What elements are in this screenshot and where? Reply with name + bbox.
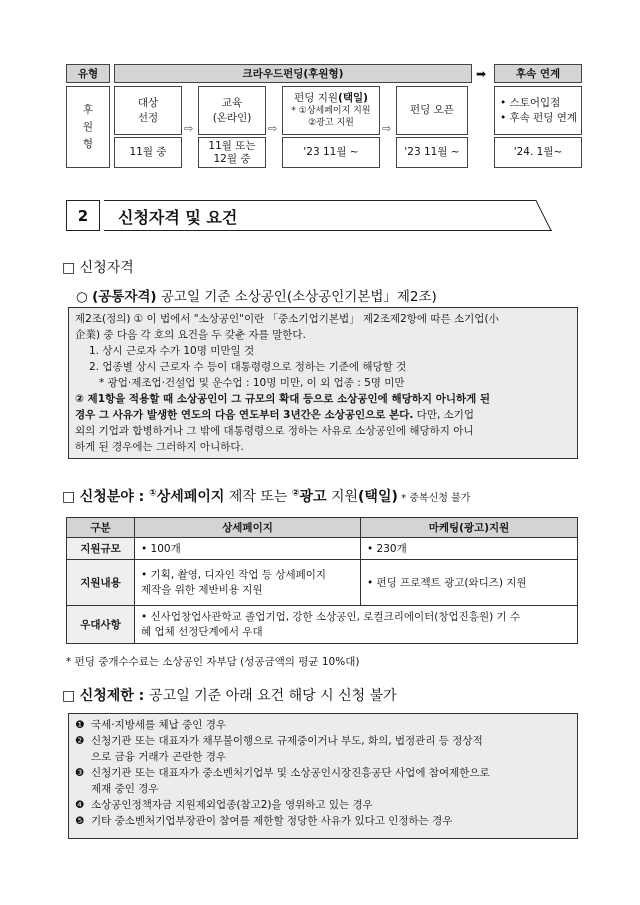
row-label: 지원내용 (67, 560, 135, 606)
arrow-right-icon: ⇨ (382, 122, 392, 135)
field-heading-bold: 광고 (299, 489, 327, 505)
section-number: 2 (66, 200, 100, 231)
field-heading-text: 제작 또는 (224, 489, 292, 505)
flow-crowdfunding-header: 크라우드펀딩(후원형) (114, 64, 472, 83)
field-heading-note: * 중복신청 불가 (397, 493, 471, 504)
field-heading-bold: 상세페이지 (156, 489, 225, 505)
law-line-mixed (75, 407, 571, 423)
eligibility-subheading (76, 285, 437, 305)
law-line-bold: ② 제1항을 적용할 때 소상공인이 그 규모의 확대 등으로 소상공인에 해당하지 아니하게 된 (75, 393, 491, 405)
flow-type-header: 유형 (66, 64, 110, 83)
flow-step-title-bold: (택일) (338, 92, 368, 104)
flow-step-date: 11월 중 (114, 137, 182, 168)
table-cell: • 기획, 촬영, 디자인 작업 등 상세페이지 제작을 위한 제반비용 지원 (135, 560, 361, 606)
law-line: 企業) 중 다음 각 호의 요건을 두 갖춘 자를 말한다. (75, 329, 306, 341)
restriction-item (75, 733, 571, 765)
restriction-text: 제재 중인 경우 (91, 783, 159, 795)
flow-type-value: 후 원 형 (66, 86, 110, 168)
restriction-number: ❸ (75, 767, 85, 779)
restriction-number: ❶ (75, 719, 85, 731)
subheading-bold: (공통자격) (92, 289, 157, 305)
restriction-text: 신청기관 또는 대표자가 중소벤처기업부 및 소상공인시장진흥공단 사업에 참여제한으로 (91, 767, 490, 779)
flow-step-sub: ②광고 지원 (308, 118, 354, 128)
flow-step-date: '23 11월 ~ (396, 137, 468, 168)
restriction-heading-bold: 신청제한 : (79, 688, 150, 704)
field-heading-sup: ② (291, 488, 300, 499)
field-heading-sup: ① (149, 488, 157, 499)
restriction-heading (62, 685, 397, 705)
law-text: 다만, 소기업 (413, 409, 475, 421)
law-definition-box (68, 307, 578, 459)
law-bold-text: 경우 그 사유가 발생한 연도의 다음 연도부터 3년간은 소상공인으로 본다. (75, 409, 414, 421)
restriction-item (75, 765, 571, 797)
table-row (67, 538, 578, 560)
flow-step-date: '23 11월 ~ (282, 137, 380, 168)
table-header-row (67, 518, 578, 538)
flow-step-date: 11월 또는 12월 중 (198, 137, 266, 168)
restriction-item (75, 813, 571, 829)
arrow-right-icon: ➡ (476, 67, 487, 81)
table-row (67, 560, 578, 606)
law-line: 하게 된 경우에는 그러하지 아니하다. (75, 441, 244, 453)
flow-followup-item: • 스토어입점 (500, 96, 561, 109)
flow-step-title: 교육 (온라인) (198, 86, 266, 135)
restriction-number: ❺ (75, 815, 85, 827)
program-flow-table (66, 64, 582, 168)
flow-step-title: 펀딩 오픈 (396, 86, 468, 135)
support-table (66, 517, 578, 644)
table-header: 구분 (67, 518, 135, 538)
table-cell: • 230개 (361, 538, 578, 560)
subheading-bullet: ○ (76, 289, 93, 305)
field-footnote: * 펀딩 중개수수료는 소상공인 자부담 (성공금액의 평균 10%대) (66, 656, 360, 668)
flow-followup-date: '24. 1월~ (494, 137, 582, 168)
table-header: 상세페이지 (135, 518, 361, 538)
restriction-text: 기타 중소벤처기업부장관이 참여를 제한할 정당한 사유가 있다고 인정하는 경우 (91, 815, 453, 827)
restriction-heading-box: □ (62, 688, 80, 704)
law-line: * 광업·제조업·건설업 및 운수업 : 10명 미만, 이 외 업종 : 5명 미만 (99, 377, 405, 389)
flow-followup-item: • 후속 펀딩 연계 (500, 111, 578, 124)
restriction-text: 국세·지방세를 체납 중인 경우 (91, 719, 227, 731)
table-cell: • 신사업창업사관학교 졸업기업, 강한 소상공인, 로컬크리에이터(창업진흥원) 기 수 혜 업체 선정단계에서 우대 (135, 606, 578, 644)
restriction-number: ❷ (75, 735, 85, 747)
row-label: 우대사항 (67, 606, 135, 644)
flow-step-title: 대상 선정 (114, 86, 182, 135)
law-line: 외의 기업과 합병하거나 그 밖에 대통령령으로 정하는 사유로 소상공인에 해당하지 아니 (75, 425, 474, 437)
restriction-item (75, 797, 571, 813)
law-line: 1. 상시 근로자 수가 10명 미만일 것 (89, 345, 255, 357)
field-heading-box: □ (62, 489, 80, 505)
field-heading-bold: 신청분야 : (79, 489, 150, 505)
restriction-number: ❹ (75, 799, 85, 811)
field-heading-text: 지원 (326, 489, 359, 505)
restriction-text: 소상공인정책자금 지원제외업종(참고2)을 영위하고 있는 경우 (91, 799, 373, 811)
law-line: 제2조(정의) ① 이 법에서 "소상공인"이란 「중소기업기본법」 제2조제2항에 따른 소기업(小 (75, 313, 500, 325)
table-header: 마케팅(광고)지원 (361, 518, 578, 538)
arrow-right-icon: ⇨ (268, 122, 278, 135)
table-cell: • 100개 (135, 538, 361, 560)
subheading-text: 공고일 기준 소상공인(소상공인기본법」제2조) (156, 289, 437, 305)
row-label: 지원규모 (67, 538, 135, 560)
field-heading (62, 486, 470, 506)
flow-step-funding-support (282, 86, 380, 135)
flow-step-title: 펀딩 지원 (294, 92, 339, 104)
eligibility-heading: □ 신청자격 (62, 260, 134, 276)
law-line: 2. 업종별 상시 근로자 수 등이 대통령령으로 정하는 기준에 해당할 것 (89, 361, 407, 373)
restriction-text: 신청기관 또는 대표자가 채무불이행으로 규제중이거나 부도, 화의, 법정관리 등 정상적 (91, 735, 483, 747)
flow-followup-header: 후속 연계 (494, 64, 582, 83)
restriction-item (75, 717, 571, 733)
section-title: 신청자격 및 요건 (118, 208, 238, 227)
table-cell: • 펀딩 프로젝트 광고(와디즈) 지원 (361, 560, 578, 606)
field-heading-bold: (택일) (358, 489, 398, 505)
flow-followup-items (494, 86, 582, 135)
flow-step-sub: * ①상세페이지 지원 (291, 106, 371, 116)
section-title-box (104, 200, 552, 231)
table-row (67, 606, 578, 644)
restriction-box (68, 713, 578, 839)
restriction-text: 으로 금융 거래가 곤란한 경우 (91, 751, 227, 763)
arrow-right-icon: ⇨ (184, 122, 194, 135)
restriction-heading-text: 공고일 기준 아래 요건 해당 시 신청 불가 (149, 688, 397, 704)
